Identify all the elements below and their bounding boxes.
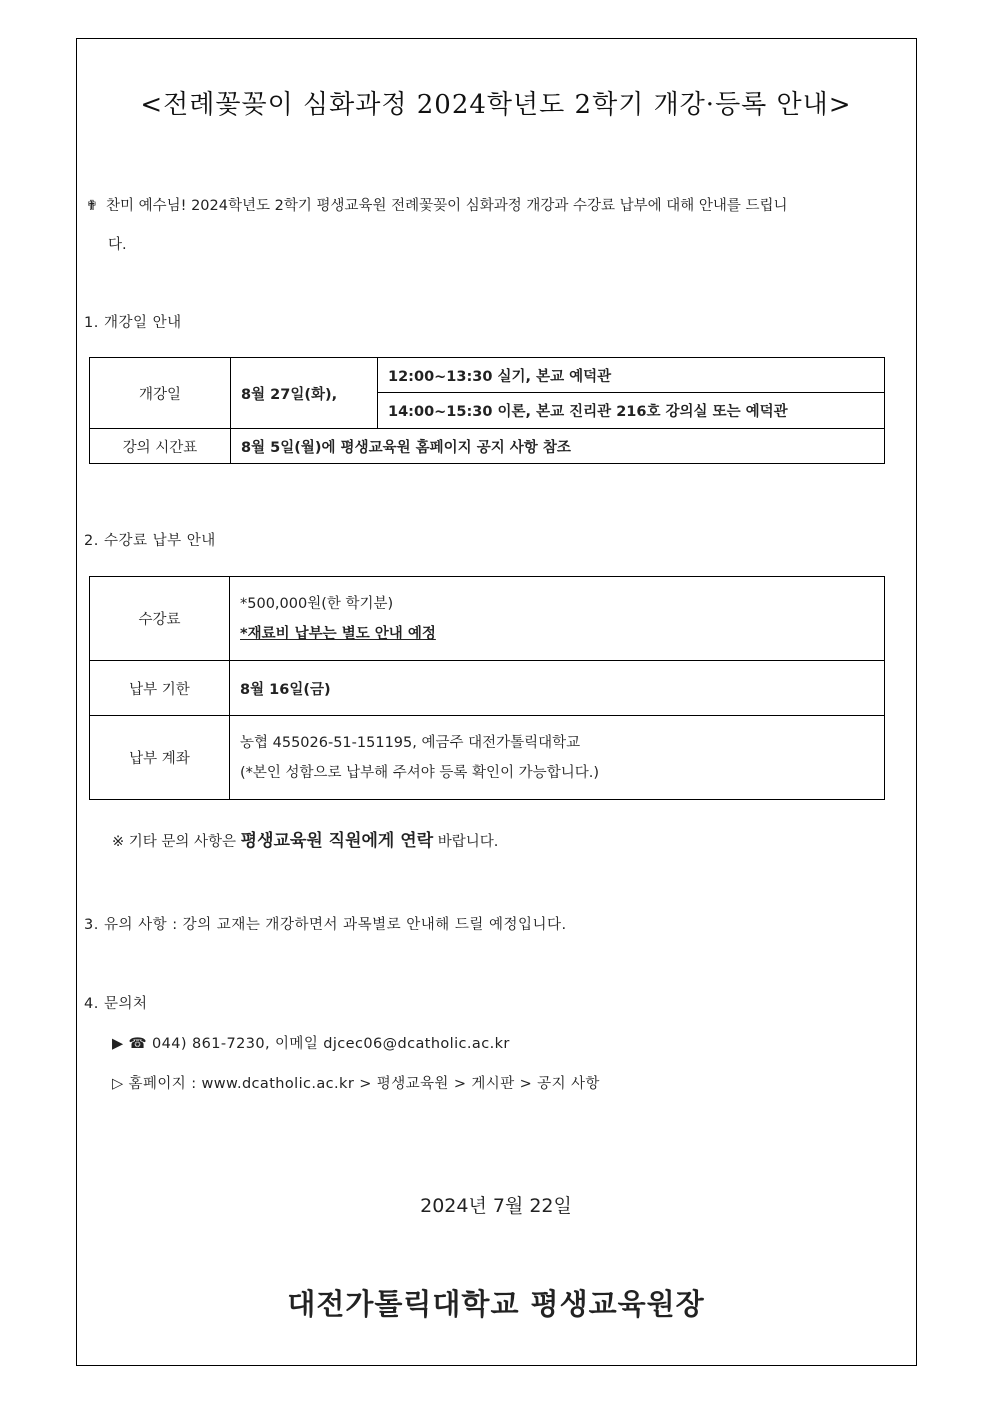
section-4-heading: 4. 문의처 (84, 996, 148, 1012)
schedule-value: 8월 5일(월)에 평생교육원 홈페이지 공지 사항 참조 (231, 429, 885, 464)
contact-phone-email: ▶ ☎ 044) 861-7230, 이메일 djcec06@dcatholic.ac.kr (112, 1036, 510, 1052)
session-2: 14:00~15:30 이론, 본교 진리관 216호 강의실 또는 예덕관 (378, 393, 885, 429)
fee-value: *500,000원(한 학기분) (240, 595, 394, 612)
fee-note: *재료비 납부는 별도 안내 예정 (240, 625, 436, 642)
section-1-heading: 1. 개강일 안내 (84, 315, 182, 331)
deadline-label: 납부 기한 (90, 661, 230, 716)
opening-label: 개강일 (90, 358, 231, 429)
intro-paragraph (86, 187, 912, 265)
document-title: <전례꽃꽂이 심화과정 2024학년도 2학기 개강·등록 안내> (140, 90, 852, 120)
contact-homepage: ▷ 홈페이지 : www.dcatholic.ac.kr > 평생교육원 > 게시판 > 공지 사항 (112, 1076, 600, 1092)
opening-date: 8월 27일(화), (231, 358, 378, 429)
section-2-heading: 2. 수강료 납부 안내 (84, 533, 216, 549)
contact-note-prefix: ※ 기타 문의 사항은 (112, 834, 241, 850)
account-value: 농협 455026-51-151195, 예금주 대전가톨릭대학교 (240, 734, 581, 751)
account-note: (*본인 성함으로 납부해 주셔야 등록 확인이 가능합니다.) (240, 764, 599, 781)
document-date: 2024년 7월 22일 (420, 1195, 572, 1217)
fee-table (89, 576, 885, 800)
account-label: 납부 계좌 (90, 716, 230, 800)
section-3-text: 3. 유의 사항 : 강의 교재는 개강하면서 과목별로 안내해 드릴 예정입니다. (84, 917, 567, 933)
schedule-label: 강의 시간표 (90, 429, 231, 464)
fee-label: 수강료 (90, 577, 230, 661)
cross-icon: ✟ (86, 198, 98, 214)
deadline-value: 8월 16일(금) (230, 661, 885, 716)
signature: 대전가톨릭대학교 평생교육원장 (287, 1287, 705, 1321)
opening-table (89, 357, 885, 464)
contact-note-emphasis: 평생교육원 직원에게 연락 (240, 831, 434, 851)
session-1: 12:00~13:30 실기, 본교 예덕관 (378, 358, 885, 393)
intro-line-2: 다. (108, 237, 127, 253)
intro-line-1: 찬미 예수님! 2024학년도 2학기 평생교육원 전례꽃꽂이 심화과정 개강과 수강료 납부에 대해 안내를 드립니 (106, 198, 788, 214)
contact-note (112, 826, 498, 851)
contact-note-suffix: 바랍니다. (433, 834, 499, 850)
